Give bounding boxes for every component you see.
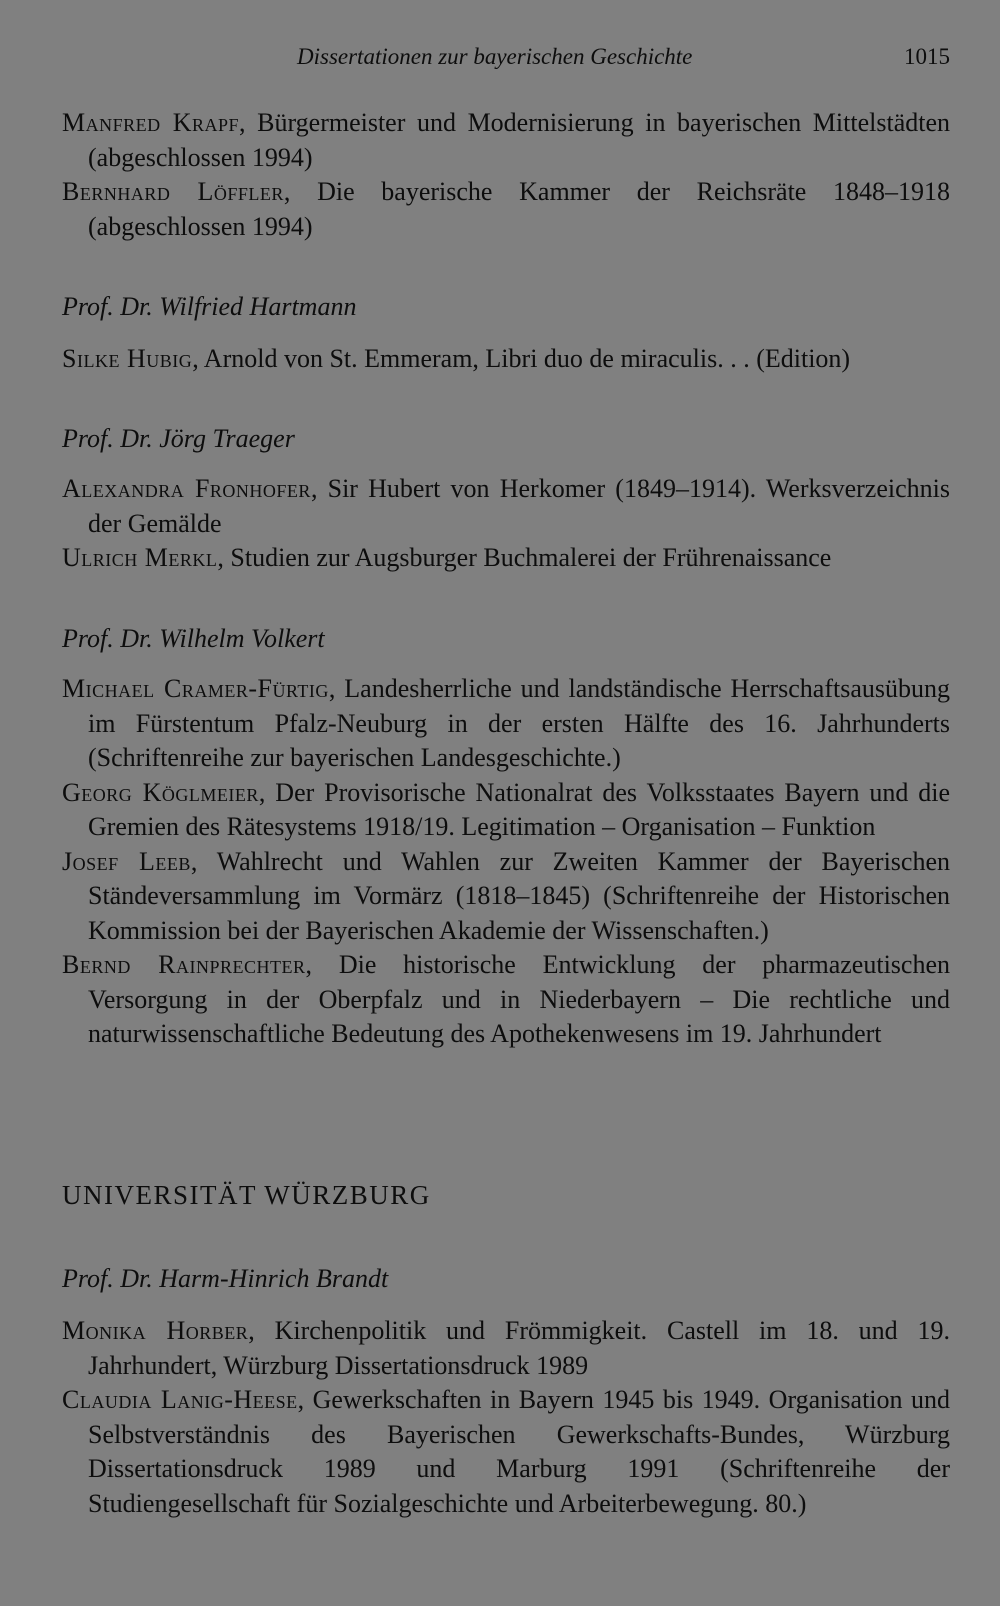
- dissertation-title: Die bayerische Kammer der Reichsräte 1848–1918 (abgeschlossen 1994): [88, 177, 951, 241]
- dissertation-title: Der Provisorische Nationalrat des Volksstaates Bayern und die Gremien des Rätesystems 1918/19. Legitimation – Organisation – Funktion: [88, 777, 950, 841]
- professor-section: [62, 622, 950, 656]
- author-name: Bernhard Löffler: [62, 177, 284, 206]
- professor-section: [62, 290, 950, 324]
- dissertation-entry: Monika Horber, Kirchenpolitik und Frömmigkeit. Castell im 18. und 19. Jahrhundert, Würzburg Dissertationsdruck 1989: [62, 1316, 950, 1380]
- entry-list: [62, 342, 950, 377]
- author-name: Alexandra Fronhofer: [62, 474, 311, 503]
- professor-heading: Prof. Dr. Harm-Hinrich Brandt: [62, 1264, 389, 1293]
- dissertation-entry: Michael Cramer-Fürtig, Landesherrliche und landständische Herrschaftsausübung im Fürstentum Pfalz-Neuburg in der ersten Hälfte des 16. Jahrhunderts (Schriftenreihe zur bayerischen Landesgeschichte.): [62, 674, 950, 772]
- dissertation-title: Wahlrecht und Wahlen zur Zweiten Kammer der Bayerischen Ständeversammlung im Vormärz (1818–1845) (Schriftenreihe der Historischen Kommission bei der Bayerischen Akademie der Wissenschaften.): [88, 846, 950, 945]
- entry-list: [62, 1314, 950, 1521]
- author-name: Michael Cramer-Fürtig: [62, 674, 329, 703]
- author-name: Claudia Lanig-Heese: [62, 1385, 298, 1414]
- dissertation-entry: Ulrich Merkl, Studien zur Augsburger Buchmalerei der Frührenaissance: [62, 543, 832, 572]
- author-name: Silke Hubig: [62, 344, 193, 373]
- dissertation-title: Gewerkschaften in Bayern 1945 bis 1949. Organisation und Selbstverständnis des Bayerischen Gewerkschafts-Bundes, Würzburg Dissertationsdruck 1989 und Marburg 1991 (Schriftenreihe der Studiengesellschaft für Sozialgeschichte und Arbeiterbewegung. 80.): [88, 1385, 951, 1518]
- author-name: Monika Horber: [62, 1316, 249, 1345]
- dissertation-entry: Claudia Lanig-Heese, Gewerkschaften in Bayern 1945 bis 1949. Organisation und Selbstverständnis des Bayerischen Gewerkschafts-Bundes, Würzburg Dissertationsdruck 1989 und Marburg 1991 (Schriftenreihe der Studiengesellschaft für Sozialgeschichte und Arbeiterbewegung. 80.): [62, 1385, 951, 1518]
- dissertation-entry: Georg Köglmeier, Der Provisorische Nationalrat des Volksstaates Bayern und die Gremien des Rätesystems 1918/19. Legitimation – Organisation – Funktion: [62, 777, 950, 841]
- author-name: Josef Leeb: [62, 846, 191, 876]
- running-title: Dissertationen zur bayerischen Geschichte: [297, 44, 693, 69]
- dissertation-title: Die historische Entwicklung der pharmazeutischen Versorgung in der Oberpfalz und in Niederbayern – Die rechtliche und naturwissenschaftliche Bedeutung des Apothekenwesens im 19. Jahrhundert: [88, 950, 950, 1048]
- dissertation-title: Studien zur Augsburger Buchmalerei der Frührenaissance: [230, 543, 832, 572]
- dissertation-title: Landesherrliche und landständische Herrschaftsausübung im Fürstentum Pfalz-Neuburg in der ersten Hälfte des 16. Jahrhunderts (Schriftenreihe zur bayerischen Landesgeschichte.): [88, 674, 950, 772]
- author-name: Manfred Krapf: [62, 108, 240, 137]
- dissertation-entry: Alexandra Fronhofer, Sir Hubert von Herkomer (1849–1914). Werksverzeichnis der Gemälde: [62, 474, 950, 538]
- author-name: Bernd Rainprechter: [62, 950, 306, 979]
- professor-section: [62, 1262, 950, 1296]
- dissertation-entry: Bernhard Löffler, Die bayerische Kammer der Reichsräte 1848–1918 (abgeschlossen 1994): [62, 177, 951, 241]
- entry-list: [62, 672, 950, 1052]
- professor-heading: Prof. Dr. Jörg Traeger: [62, 424, 295, 453]
- professor-heading: Prof. Dr. Wilfried Hartmann: [62, 292, 357, 321]
- dissertation-entry: Bernd Rainprechter, Die historische Entwicklung der pharmazeutischen Versorgung in der Oberpfalz und in Niederbayern – Die rechtliche und naturwissenschaftliche Bedeutung des Apothekenwesens im 19. Jahrhundert: [62, 950, 950, 1048]
- entry-list: [62, 472, 950, 576]
- dissertation-entry: Silke Hubig, Arnold von St. Emmeram, Libri duo de miraculis. . . (Edition): [62, 344, 851, 373]
- dissertation-title: Bürgermeister und Modernisierung in bayerischen Mittelstädten (abgeschlossen 1994): [88, 108, 951, 172]
- university-section: [62, 1178, 950, 1212]
- professor-section: [62, 422, 950, 456]
- author-name: Georg Köglmeier: [62, 777, 259, 807]
- dissertation-title: Kirchenpolitik und Frömmigkeit. Castell im 18. und 19. Jahrhundert, Würzburg Dissertationsdruck 1989: [88, 1316, 950, 1380]
- continued-entries: [62, 106, 950, 244]
- dissertation-title: Sir Hubert von Herkomer (1849–1914). Werksverzeichnis der Gemälde: [88, 474, 950, 538]
- dissertation-entry: Manfred Krapf, Bürgermeister und Modernisierung in bayerischen Mittelstädten (abgeschlossen 1994): [62, 108, 951, 172]
- dissertation-title: Arnold von St. Emmeram, Libri duo de miraculis. . . (Edition): [203, 344, 851, 373]
- running-header: [62, 44, 950, 78]
- page-number: 1015: [904, 44, 950, 69]
- university-heading: UNIVERSITÄT WÜRZBURG: [62, 1180, 431, 1210]
- professor-heading: Prof. Dr. Wilhelm Volkert: [62, 624, 325, 653]
- dissertation-entry: Josef Leeb, Wahlrecht und Wahlen zur Zweiten Kammer der Bayerischen Ständeversammlung im Vormärz (1818–1845) (Schriftenreihe der Historischen Kommission bei der Bayerischen Akademie der Wissenschaften.): [62, 846, 950, 945]
- author-name: Ulrich Merkl: [62, 543, 218, 572]
